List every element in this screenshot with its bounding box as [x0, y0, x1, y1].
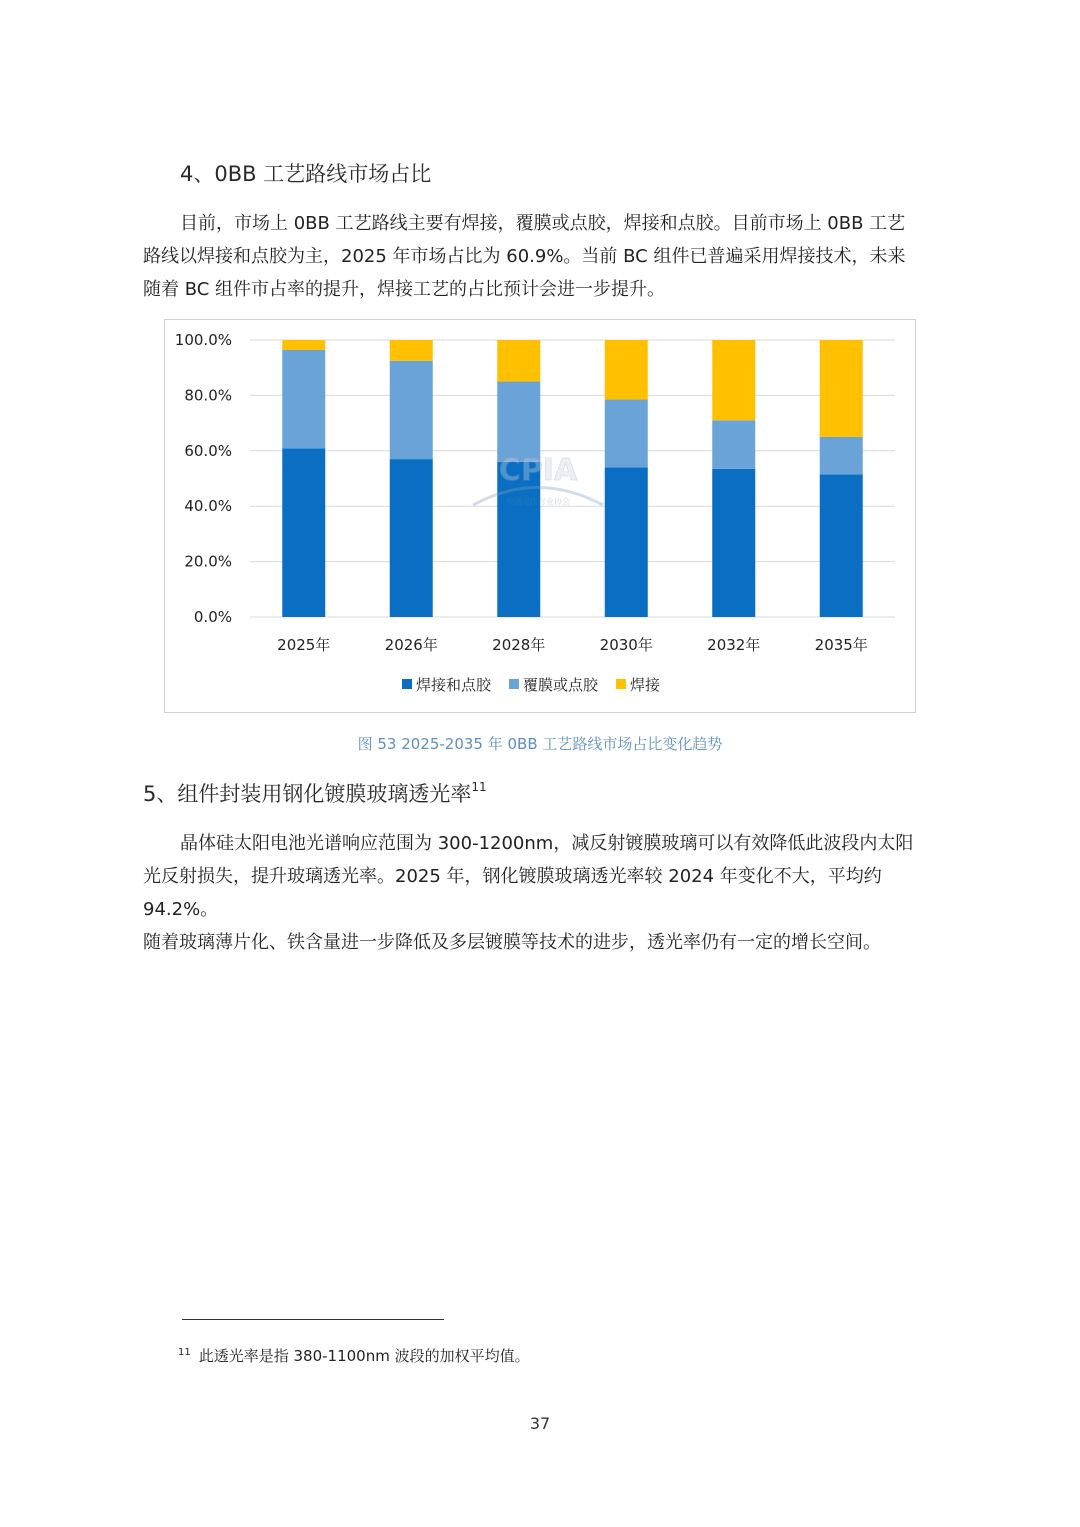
y-tick-label: 80.0% [184, 386, 232, 405]
x-tick-label: 2026年 [384, 636, 438, 654]
bar-segment [390, 459, 433, 617]
legend-swatch [616, 679, 626, 689]
bar-segment [605, 400, 648, 468]
x-tick-label: 2030年 [599, 636, 653, 654]
legend-swatch [509, 679, 519, 689]
footnote [178, 1345, 530, 1366]
bar-segment [605, 340, 648, 400]
paragraph-line: 随着 BC 组件市占率的提升，焊接工艺的占比预计会进一步提升。 [143, 279, 666, 300]
y-tick-label: 20.0% [184, 552, 232, 571]
bar-segment [282, 448, 325, 617]
footnote-text: 此透光率是指 380-1100nm 波段的加权平均值。 [198, 1347, 530, 1365]
bar-segment [282, 350, 325, 448]
section-4-heading: 4、0BB 工艺路线市场占比 [180, 162, 432, 186]
y-tick-label: 60.0% [184, 441, 232, 460]
bar-segment [820, 474, 863, 617]
x-tick-label: 2032年 [707, 636, 761, 654]
y-tick-label: 100.0% [174, 331, 232, 349]
bar-segment [820, 437, 863, 474]
bar-segment [497, 340, 540, 382]
chart-container [164, 319, 916, 713]
section-5-paragraph [143, 827, 938, 959]
x-tick-label: 2035年 [814, 636, 868, 654]
bar-segment [282, 340, 325, 350]
y-tick-label: 0.0% [193, 608, 232, 626]
legend-label: 覆膜或点胶 [523, 676, 599, 694]
y-tick-label: 40.0% [184, 497, 232, 516]
footnote-reference[interactable]: 11 [471, 780, 487, 794]
watermark-text: CPIA [498, 453, 578, 488]
bar-segment [390, 340, 433, 361]
bar-segment [820, 340, 863, 437]
bar-segment [605, 467, 648, 617]
bar-segment [712, 420, 755, 468]
watermark-subtext: 中国光伏行业协会 [506, 497, 570, 506]
paragraph-line: 随着玻璃薄片化、铁含量进一步降低及多层镀膜等技术的进步，透光率仍有一定的增长空间。 [143, 932, 881, 953]
legend-swatch [402, 679, 412, 689]
footnote-divider [182, 1319, 444, 1320]
paragraph-line: 晶体硅太阳电池光谱响应范围为 300-1200nm，减反射镀膜玻璃可以有效降低此波段内太阳 [180, 833, 914, 854]
bar-segment [712, 340, 755, 420]
stacked-bar-chart [165, 320, 915, 712]
legend-label: 焊接和点胶 [416, 676, 492, 694]
bar-segment [390, 361, 433, 459]
paragraph-line: 路线以焊接和点胶为主，2025 年市场占比为 60.9%。当前 BC 组件已普遍采用焊接技术，未来 [143, 246, 906, 267]
page-number: 37 [529, 1414, 551, 1433]
section-5-heading [143, 778, 487, 808]
legend-label: 焊接 [630, 676, 661, 694]
section-4-paragraph [143, 207, 938, 306]
bar-segment [712, 469, 755, 617]
paragraph-line: 目前，市场上 0BB 工艺路线主要有焊接，覆膜或点胶，焊接和点胶。目前市场上 0BB 工艺 [180, 213, 906, 234]
x-tick-label: 2025年 [277, 636, 331, 654]
bar-segment [497, 382, 540, 462]
paragraph-line: 光反射损失，提升玻璃透光率。2025 年，钢化镀膜玻璃透光率较 2024 年变化不大，平均约 94.2%。 [143, 866, 882, 920]
x-tick-label: 2028年 [492, 636, 546, 654]
section-5-heading-text: 5、组件封装用钢化镀膜玻璃透光率 [143, 782, 472, 806]
watermark-logo [473, 453, 603, 506]
footnote-mark: 11 [178, 1347, 191, 1358]
figure-caption: 图 53 2025-2035 年 0BB 工艺路线市场占比变化趋势 [357, 735, 723, 753]
